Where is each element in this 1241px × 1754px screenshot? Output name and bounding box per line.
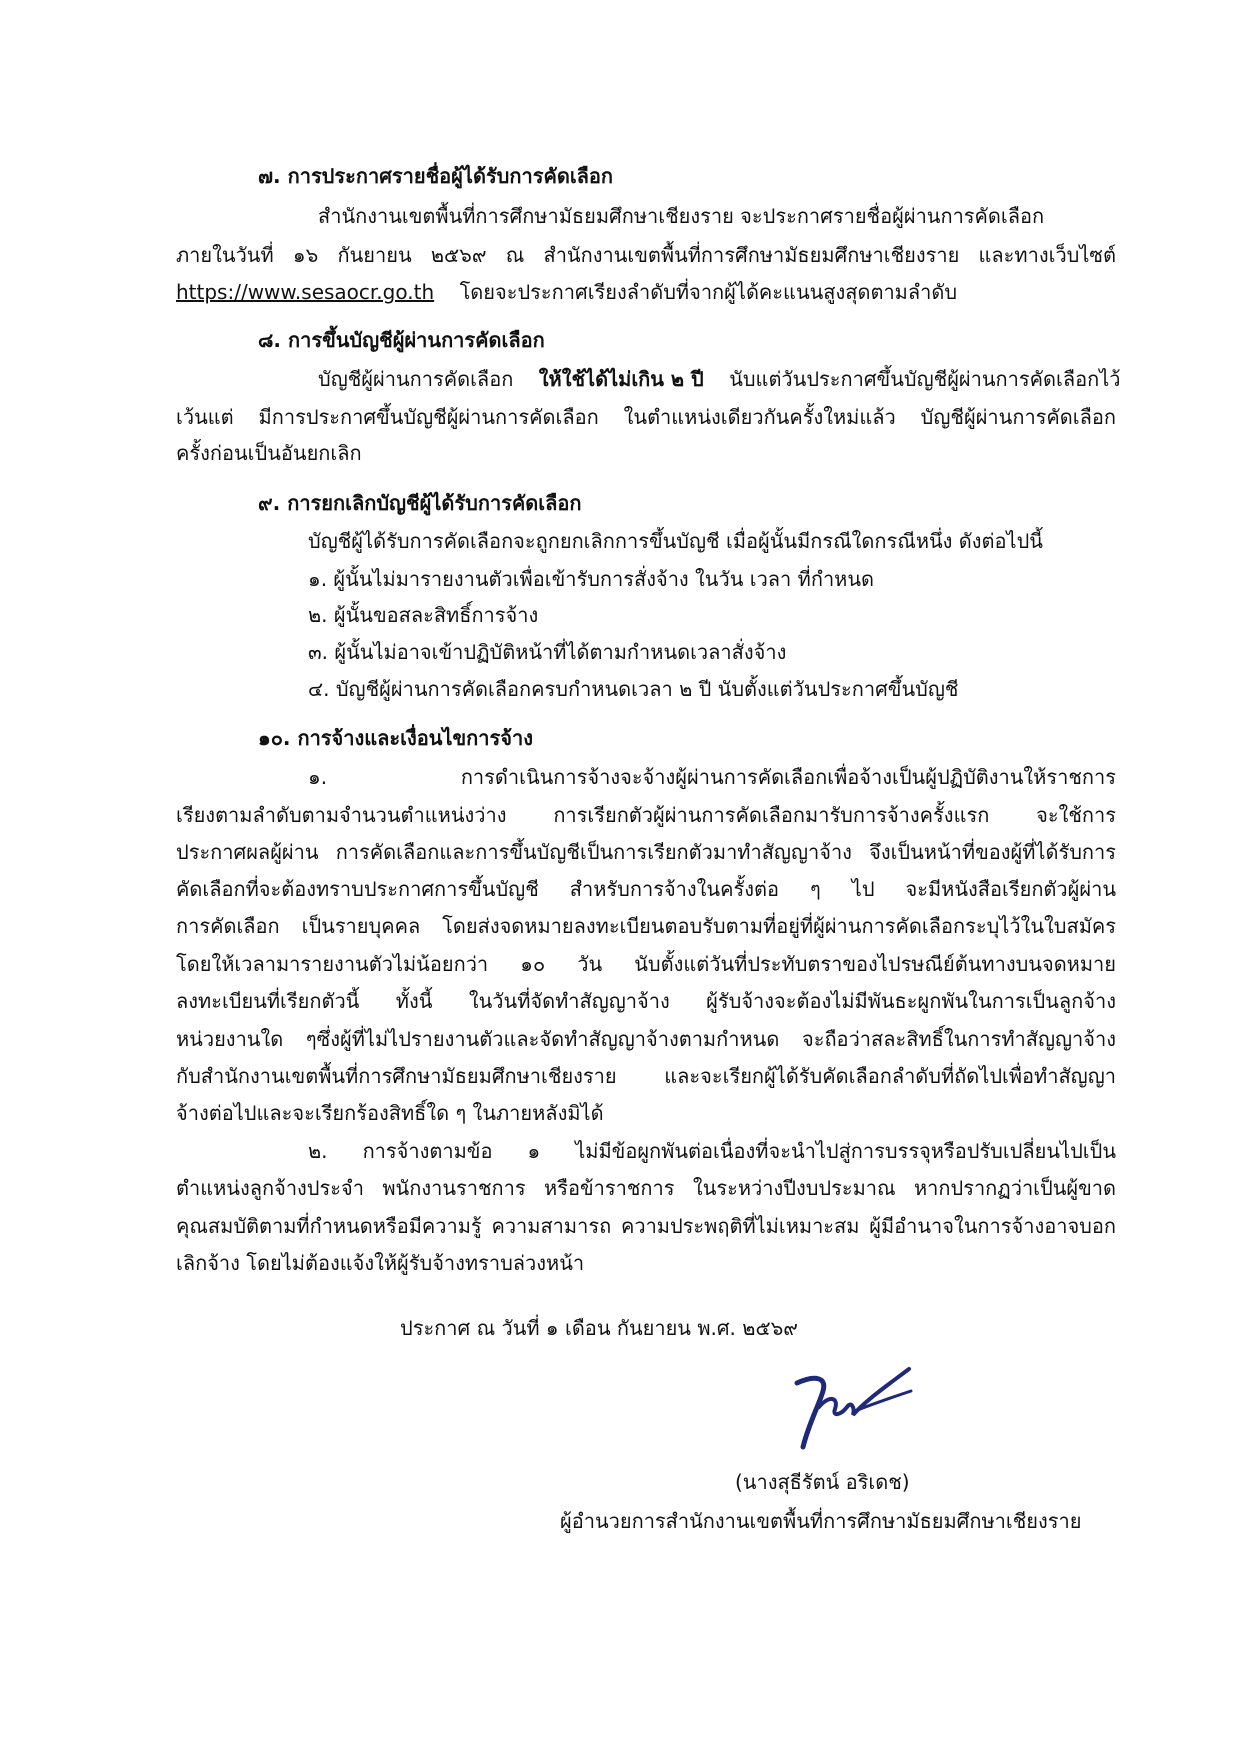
section10-para1-line: การคัดเลือก เป็นรายบุคคล โดยส่งจดหมายลงทะเบียนตอบรับตามที่อยู่ที่ผู้ผ่านการคัดเลือกระบุไว้ในใบสมัคร (176, 914, 1116, 938)
section9-item: ๓. ผู้นั้นไม่อาจเข้าปฏิบัติหน้าที่ได้ตามกำหนดเวลาสั่งจ้าง (308, 640, 787, 664)
section9-item: ๒. ผู้นั้นขอสละสิทธิ์การจ้าง (308, 603, 539, 627)
signature-image (785, 1361, 915, 1461)
section10-para1-line: ลงทะเบียนที่เรียกตัวนี้ ทั้งนี้ ในวันที่จัดทำสัญญาจ้าง ผู้รับจ้างจะต้องไม่มีพันธะผูกพันในการเป็นลูกจ้าง (176, 989, 1116, 1013)
section10-para2-line: ๒. การจ้างตามข้อ ๑ ไม่มีข้อผูกพันต่อเนื่องที่จะนำไปสู่การบรรจุหรือปรับเปลี่ยนไปเป็น (308, 1139, 1116, 1163)
website-link[interactable]: https://www.sesaocr.go.th (176, 280, 435, 304)
section10-para1-line: คัดเลือกที่จะต้องทราบประกาศการขึ้นบัญชี สำหรับการจ้างในครั้งต่อ ๆ ไป จะมีหนังสือเรียกตัวผู้ผ่าน (176, 877, 1116, 901)
section7-para-text: โดยจะประกาศเรียงลำดับที่จากผู้ได้คะแนนสูงสุดตามลำดับ (459, 280, 958, 304)
section10-para2-line: คุณสมบัติตามที่กำหนดหรือมีความรู้ ความสามารถ ความประพฤติที่ไม่เหมาะสม ผู้มีอำนาจในการจ้างอาจบอก (176, 1214, 1116, 1238)
section8-para-line: เว้นแต่ มีการประกาศขึ้นบัญชีผู้ผ่านการคัดเลือก ในตำแหน่งเดียวกันครั้งใหม่แล้ว บัญชีผู้ผ่านการคัดเลือก (176, 405, 1116, 429)
section8-text: บัญชีผู้ผ่านการคัดเลือก (318, 367, 514, 391)
section10-para1-line: กับสำนักงานเขตพื้นที่การศึกษามัธยมศึกษาเชียงราย และจะเรียกผู้ได้รับคัดเลือกลำดับที่ถัดไปเพื่อทำสัญญา (176, 1064, 1116, 1088)
section7-heading: ๗. การประกาศรายชื่อผู้ได้รับการคัดเลือก (258, 164, 614, 188)
section8-text: นับแต่วันประกาศขึ้นบัญชีผู้ผ่านการคัดเลือกไว้ (729, 367, 1121, 391)
section9-intro: บัญชีผู้ได้รับการคัดเลือกจะถูกยกเลิกการขึ้นบัญชี เมื่อผู้นั้นมีกรณีใดกรณีหนึ่ง ดังต่อไปนี้ (308, 529, 1043, 553)
section10-para2-line: ตำแหน่งลูกจ้างประจำ พนักงานราชการ หรือข้าราชการ ในระหว่างปีงบประมาณ หากปรากฏว่าเป็นผู้ขาด (176, 1176, 1116, 1200)
section10-heading: ๑๐. การจ้างและเงื่อนไขการจ้าง (258, 726, 533, 750)
section10-para1-line: โดยให้เวลามารายงานตัวไม่น้อยกว่า ๑๐ วัน นับตั้งแต่วันที่ประทับตราของไปรษณีย์ต้นทางบนจดหมาย (176, 952, 1116, 976)
announcement-date: ประกาศ ณ วันที่ ๑ เดือน กันยายน พ.ศ. ๒๕๖๙ (400, 1316, 798, 1340)
section8-para-line (318, 369, 1121, 389)
section9-item: ๔. บัญชีผู้ผ่านการคัดเลือกครบกำหนดเวลา ๒ ปี นับตั้งแต่วันประกาศขึ้นบัญชี (308, 677, 959, 701)
section10-para1-line: ๑. การดำเนินการจ้างจะจ้างผู้ผ่านการคัดเลือกเพื่อจ้างเป็นผู้ปฏิบัติงานให้ราชการ (308, 765, 1116, 789)
section7-para-line (176, 282, 957, 302)
section7-para-line: ภายในวันที่ ๑๖ กันยายน ๒๕๖๙ ณ สำนักงานเขตพื้นที่การศึกษามัธยมศึกษาเชียงราย และทางเว็บไซต์ (176, 243, 1116, 267)
signer-name: (นางสุธีรัตน์ อริเดช) (735, 1470, 910, 1494)
section8-para-line: ครั้งก่อนเป็นอันยกเลิก (176, 441, 362, 465)
section10-para1-line: หน่วยงานใด ๆซึ่งผู้ที่ไม่ไปรายงานตัวและจัดทำสัญญาจ้างตามกำหนด จะถือว่าสละสิทธิ์ในการทำสัญญาจ้าง (176, 1027, 1116, 1051)
section9-item: ๑. ผู้นั้นไม่มารายงานตัวเพื่อเข้ารับการสั่งจ้าง ในวัน เวลา ที่กำหนด (308, 567, 875, 591)
section8-emphasis: ให้ใช้ได้ไม่เกิน ๒ ปี (538, 367, 704, 391)
section8-heading: ๘. การขึ้นบัญชีผู้ผ่านการคัดเลือก (258, 328, 545, 352)
section10-para1-line: จ้างต่อไปและจะเรียกร้องสิทธิ์ใด ๆ ในภายหลังมิได้ (176, 1101, 604, 1125)
section10-para1-line: เรียงตามลำดับตามจำนวนตำแหน่งว่าง การเรียกตัวผู้ผ่านการคัดเลือกมารับการจ้างครั้งแรก จะใช้การ (176, 803, 1116, 827)
signer-title: ผู้อำนวยการสำนักงานเขตพื้นที่การศึกษามัธยมศึกษาเชียงราย (560, 1509, 1082, 1533)
section10-para1-line: ประกาศผลผู้ผ่าน การคัดเลือกและการขึ้นบัญชีเป็นการเรียกตัวมาทำสัญญาจ้าง จึงเป็นหน้าที่ของผู้ที่ได้รับการ (176, 840, 1116, 864)
section7-para-line: สำนักงานเขตพื้นที่การศึกษามัธยมศึกษาเชียงราย จะประกาศรายชื่อผู้ผ่านการคัดเลือก (318, 204, 1045, 228)
section10-para2-line: เลิกจ้าง โดยไม่ต้องแจ้งให้ผู้รับจ้างทราบล่วงหน้า (176, 1251, 585, 1275)
section9-heading: ๙. การยกเลิกบัญชีผู้ได้รับการคัดเลือก (258, 491, 582, 515)
